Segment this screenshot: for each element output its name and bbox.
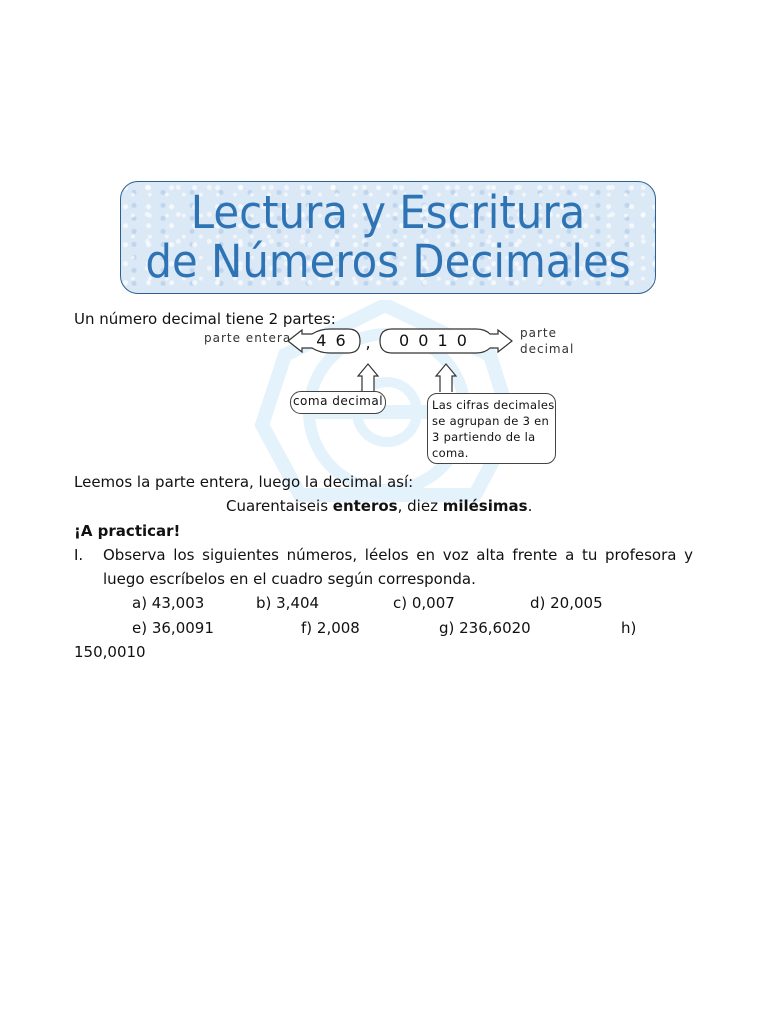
- practice-heading: ¡A practicar!: [74, 522, 181, 540]
- title-banner: [120, 181, 656, 294]
- instruction-line-1: Observa los siguientes números, léelos en voz alta frente a tu profesora y: [103, 546, 693, 564]
- example-enteros: enteros: [332, 497, 398, 515]
- option-b: b) 3,404: [256, 594, 320, 612]
- example-milesimas: milésimas: [442, 497, 528, 515]
- option-e: e) 36,0091: [132, 619, 214, 637]
- example-suffix: .: [527, 497, 533, 515]
- instruction-line-2: luego escríbelos en el cuadro según corresponda.: [103, 570, 476, 588]
- decimal-part-label-line-1: parte: [520, 326, 557, 340]
- reading-instruction: Leemos la parte entera, luego la decimal así:: [74, 473, 414, 491]
- reading-example: [226, 497, 532, 515]
- option-g: g) 236,6020: [439, 619, 531, 637]
- option-f: f) 2,008: [301, 619, 360, 637]
- option-h-value: 150,0010: [74, 643, 146, 661]
- comma-label: coma decimal: [290, 391, 386, 414]
- example-middle: , diez: [397, 497, 443, 515]
- intro-text: Un número decimal tiene 2 partes:: [74, 310, 336, 328]
- integer-part-label: parte entera: [204, 331, 292, 345]
- title-line-2: de Números Decimales: [145, 235, 631, 288]
- item-number: I.: [74, 546, 84, 564]
- decimal-part-label-line-2: decimal: [520, 342, 575, 356]
- decimal-comma: ,: [365, 333, 373, 352]
- title-line-1: Lectura y Escritura: [190, 186, 586, 239]
- grouping-note: Las cifras decimales se agrupan de 3 en 3 partiendo de la coma.: [427, 393, 556, 464]
- integer-digits: 4 6: [316, 331, 348, 350]
- option-h: h): [621, 619, 637, 637]
- example-prefix: Cuarentaiseis: [226, 497, 333, 515]
- option-a: a) 43,003: [132, 594, 205, 612]
- option-d: d) 20,005: [530, 594, 603, 612]
- decimal-digits: 0 0 1 0: [399, 331, 469, 350]
- option-c: c) 0,007: [393, 594, 455, 612]
